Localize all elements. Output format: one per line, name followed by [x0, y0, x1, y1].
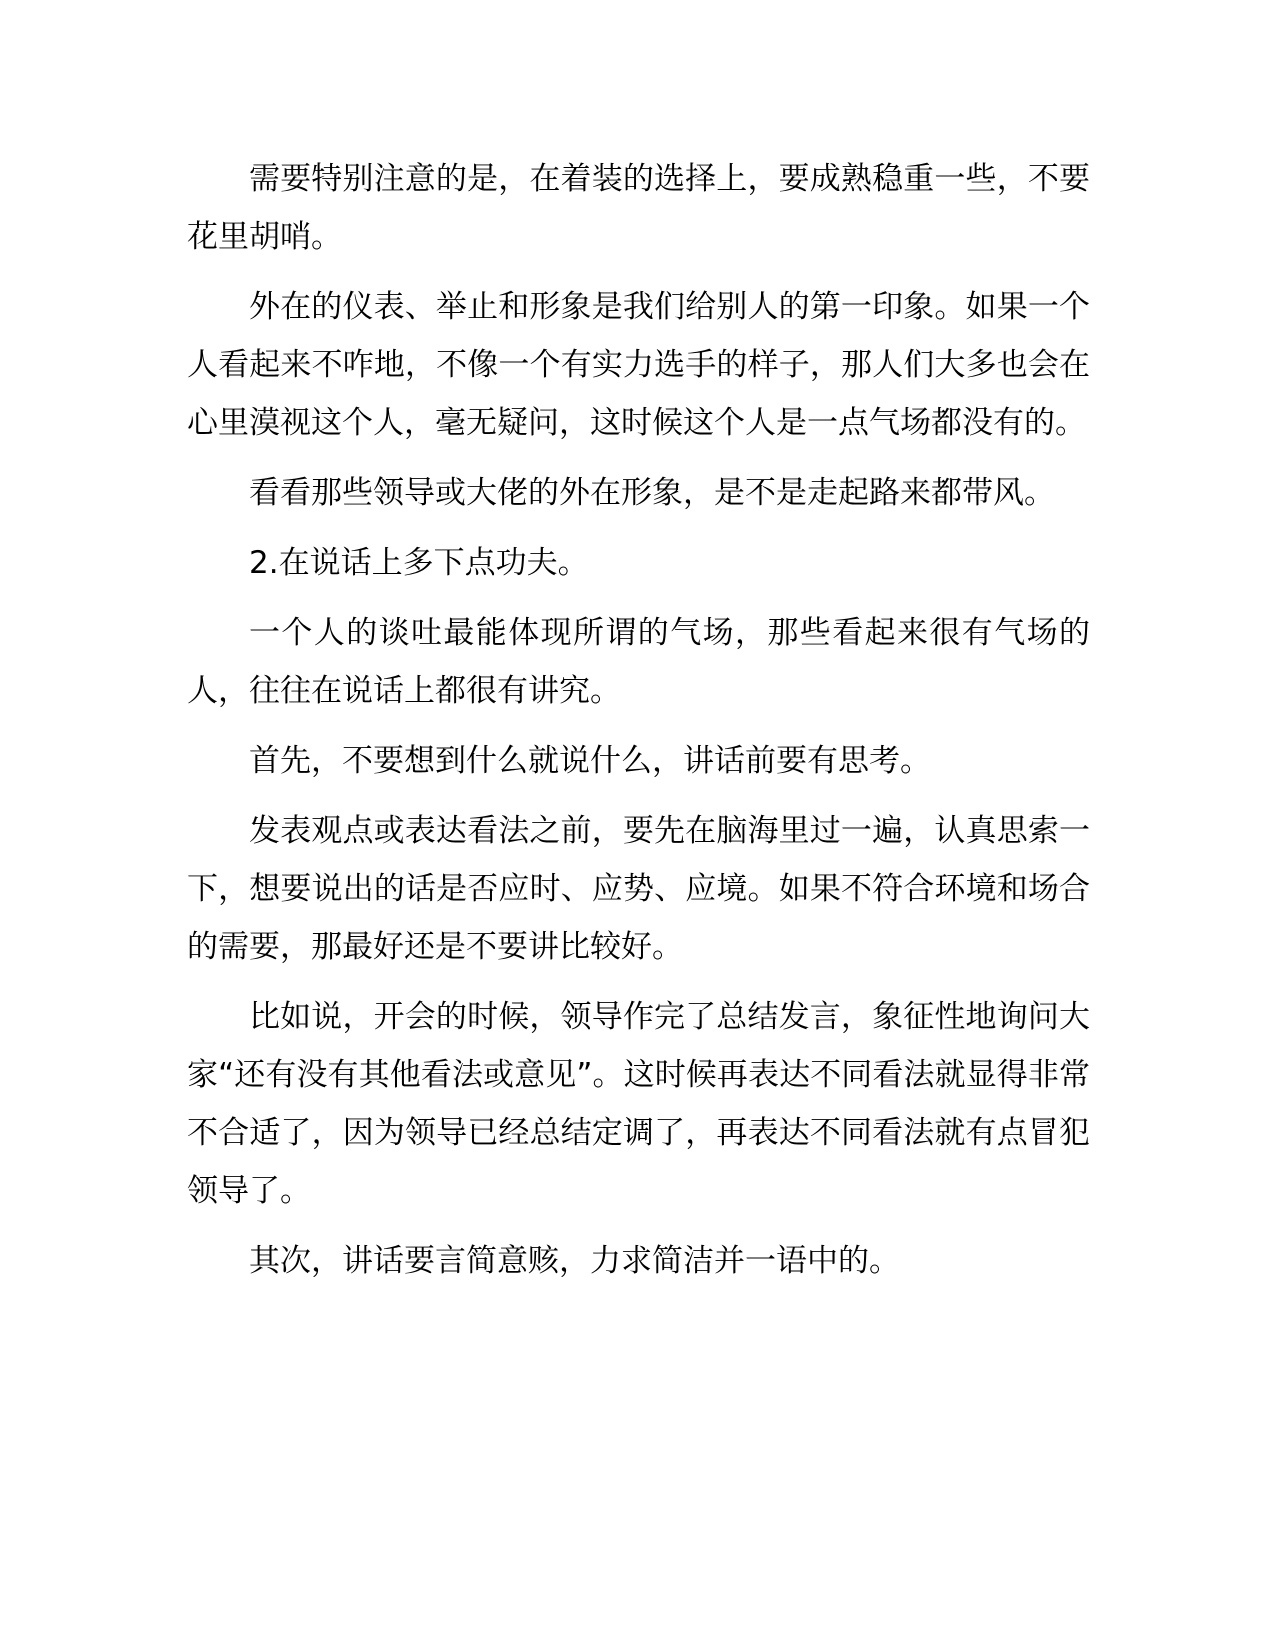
paragraph-be-concise: 其次，讲话要言简意赅，力求简洁并一语中的。 [249, 1243, 900, 1279]
paragraph-meeting-example: 比如说，开会的时候，领导作完了总结发言，象征性地询问大家“还有没有其他看法或意见”。这时候再表达不同看法就显得非常不合适了，因为领导已经总结定调了，再表达不同看法就有点冒犯领导了。 [187, 999, 1090, 1209]
paragraph-consider-context: 发表观点或表达看法之前，要先在脑海里过一遍，认真思索一下，想要说出的话是否应时、应势、应境。如果不符合环境和场合的需要，那最好还是不要讲比较好。 [187, 813, 1090, 965]
section-heading-speech: 2.在说话上多下点功夫。 [249, 545, 589, 581]
paragraph-speech-aura: 一个人的谈吐最能体现所谓的气场，那些看起来很有气场的人，往往在说话上都很有讲究。 [187, 615, 1090, 709]
paragraph-think-first: 首先，不要想到什么就说什么，讲话前要有思考。 [249, 743, 931, 779]
paragraph-attire-note: 需要特别注意的是，在着装的选择上，要成熟稳重一些，不要花里胡哨。 [187, 161, 1090, 255]
paragraph-first-impression: 外在的仪表、举止和形象是我们给别人的第一印象。如果一个人看起来不咋地，不像一个有实力选手的样子，那人们大多也会在心里漠视这个人，毫无疑问，这时候这个人是一点气场都没有的。 [187, 289, 1090, 441]
paragraph-leaders-image: 看看那些领导或大佬的外在形象，是不是走起路来都带风。 [249, 475, 1055, 511]
body-text [187, 150, 1090, 1302]
